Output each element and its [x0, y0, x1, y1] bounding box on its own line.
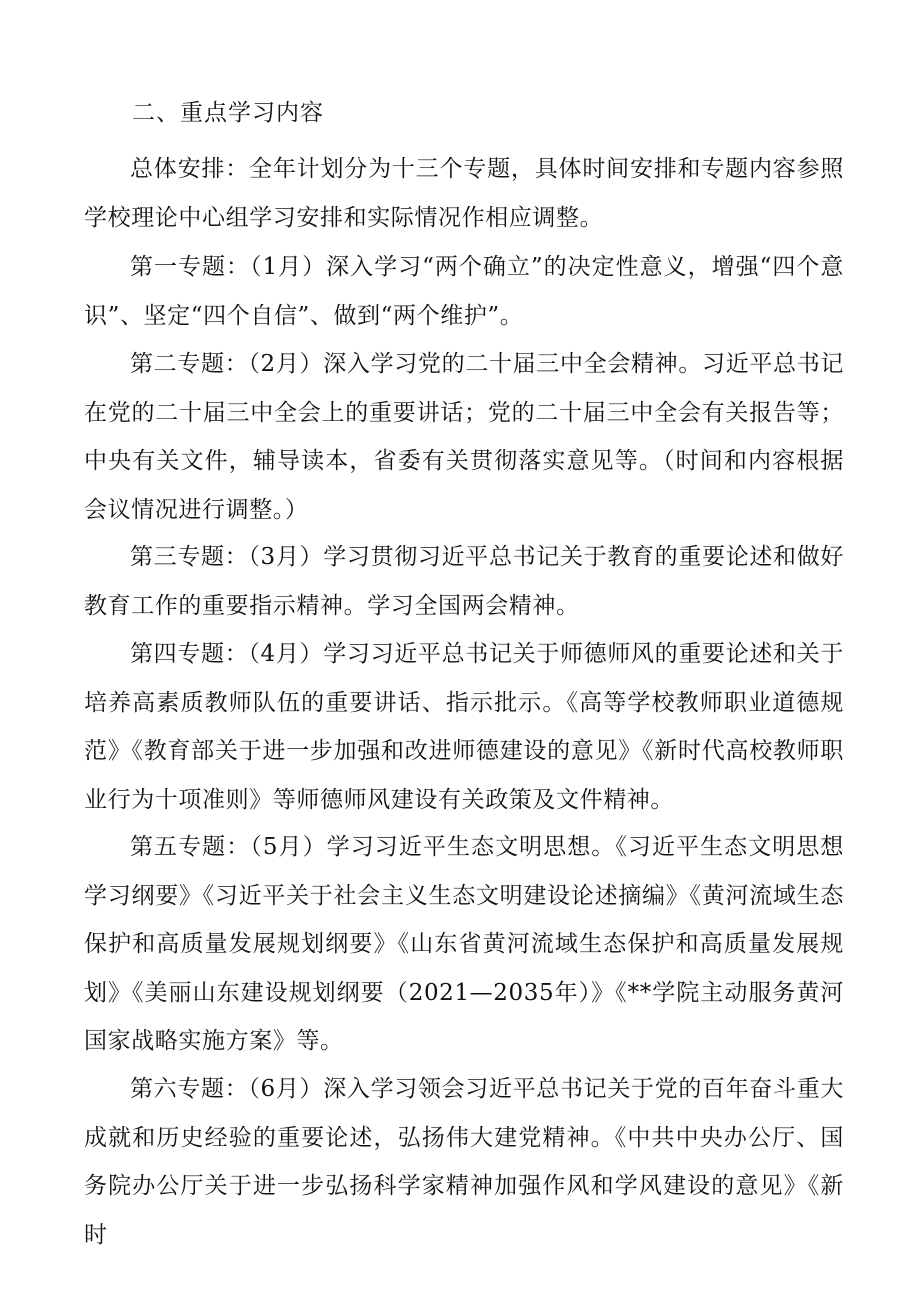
- paragraph-topic-6: 第六专题：（6月）深入学习领会习近平总书记关于党的百年奋斗重大成就和历史经验的重要论述，弘扬伟大建党精神。《中共中央办公厅、国务院办公厅关于进一步弘扬科学家精神加强作风和学风建设的意见》《新时: [84, 1076, 844, 1248]
- paragraph-topic-5: 第五专题：（5月）学习习近平生态文明思想。《习近平生态文明思想学习纲要》《习近平关于社会主义生态文明建设论述摘编》《黄河流域生态保护和高质量发展规划纲要》《山东省黄河流域生态保护和高质量发展规划》《美丽山东建设规划纲要（2021—2035年）》《**学院主动服务黄河国家战略实施方案》等。: [84, 834, 844, 1054]
- paragraph-topic-4: 第四专题：（4月）学习习近平总书记关于师德师风的重要论述和关于培养高素质教师队伍的重要讲话、指示批示。《高等学校教师职业道德规范》《教育部关于进一步加强和改进师德建设的意见》《新时代高校教师职业行为十项准则》等师德师风建设有关政策及文件精神。: [84, 641, 844, 813]
- section-heading: 二、重点学习内容: [132, 100, 324, 126]
- paragraph-topic-2: 第二专题：（2月）深入学习党的二十届三中全会精神。习近平总书记在党的二十届三中全会上的重要讲话；党的二十届三中全会有关报告等；中央有关文件，辅导读本，省委有关贯彻落实意见等。（时间和内容根据会议情况进行调整。）: [84, 351, 844, 523]
- paragraph-topic-1: 第一专题：（1月）深入学习“两个确立”的决定性意义，增强“四个意识”、坚定“四个自信”、做到“两个维护”。: [84, 254, 844, 329]
- paragraph-topic-3: 第三专题：（3月）学习贯彻习近平总书记关于教育的重要论述和做好教育工作的重要指示精神。学习全国两会精神。: [84, 544, 844, 619]
- paragraph-overview: 总体安排：全年计划分为十三个专题，具体时间安排和专题内容参照学校理论中心组学习安排和实际情况作相应调整。: [84, 156, 844, 231]
